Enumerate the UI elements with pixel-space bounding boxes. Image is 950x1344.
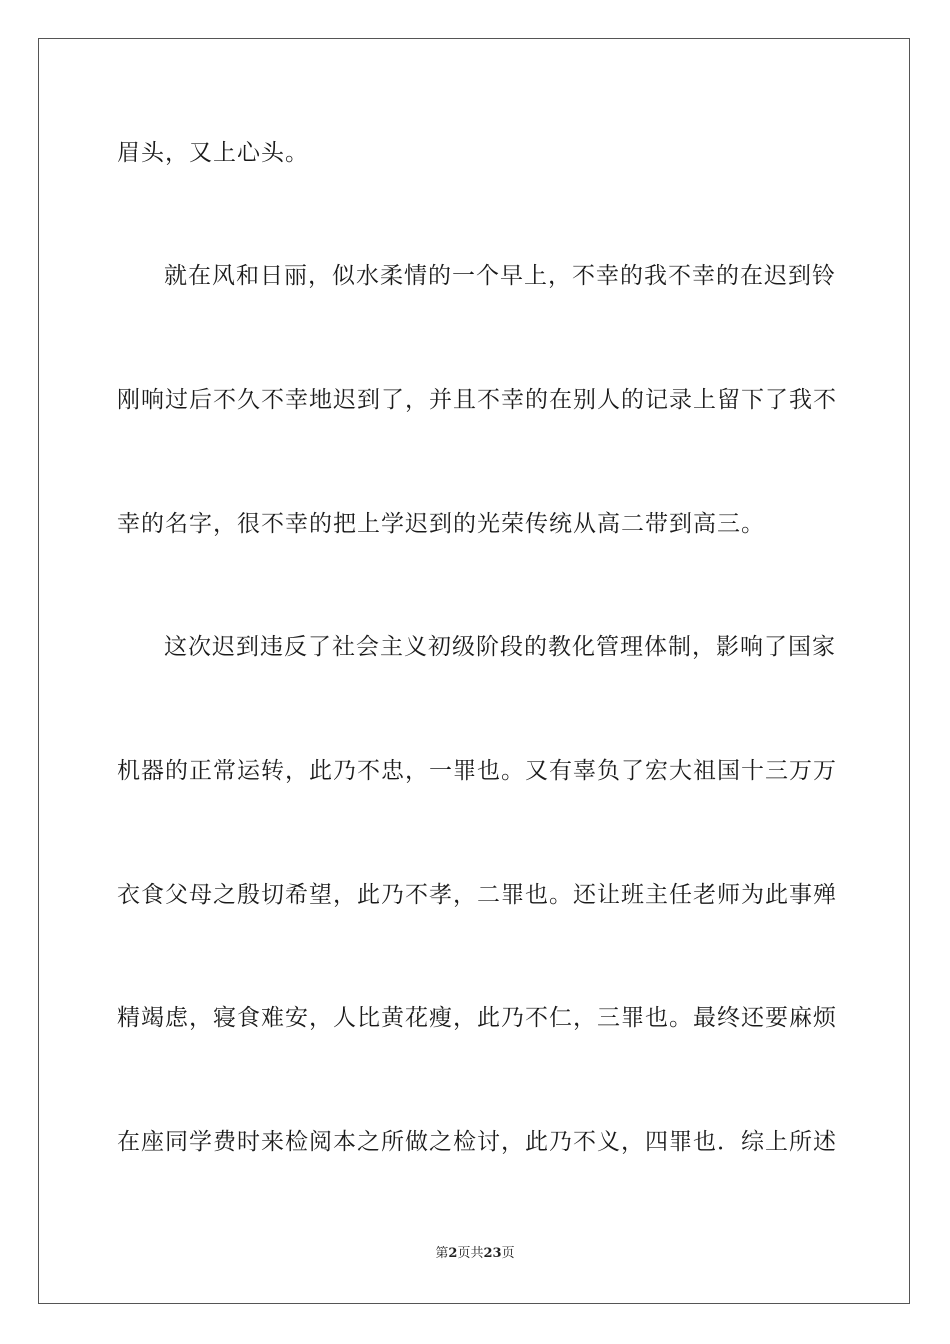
page-prefix: 第 <box>435 1246 449 1261</box>
page-number: 2 <box>448 1246 458 1261</box>
text-line-7: 衣食父母之殷切希望，此乃不孝，二罪也。还让班主任老师为此事殚 <box>117 882 837 908</box>
text-line-2: 就在风和日丽，似水柔情的一个早上，不幸的我不幸的在迟到铃 <box>164 263 836 289</box>
text-line-6: 机器的正常运转，此乃不忠，一罪也。又有辜负了宏大祖国十三万万 <box>117 758 837 784</box>
total-prefix: 共 <box>470 1246 484 1261</box>
page-border <box>38 38 910 1304</box>
text-line-5: 这次迟到违反了社会主义初级阶段的教化管理体制，影响了国家 <box>164 634 836 660</box>
page-footer <box>0 1244 950 1264</box>
text-line-4: 幸的名字，很不幸的把上学迟到的光荣传统从高二带到高三。 <box>117 511 765 537</box>
text-line-1: 眉头，又上心头。 <box>117 140 309 166</box>
text-line-3: 刚响过后不久不幸地迟到了，并且不幸的在别人的记录上留下了我不 <box>117 387 837 413</box>
page-suffix: 页 <box>457 1246 471 1261</box>
total-suffix: 页 <box>501 1246 515 1261</box>
total-pages: 23 <box>483 1246 502 1261</box>
text-line-8: 精竭虑，寝食难安，人比黄花瘦，此乃不仁，三罪也。最终还要麻烦 <box>117 1005 837 1031</box>
text-line-9: 在座同学费时来检阅本之所做之检讨，此乃不义，四罪也．综上所述 <box>117 1129 837 1155</box>
